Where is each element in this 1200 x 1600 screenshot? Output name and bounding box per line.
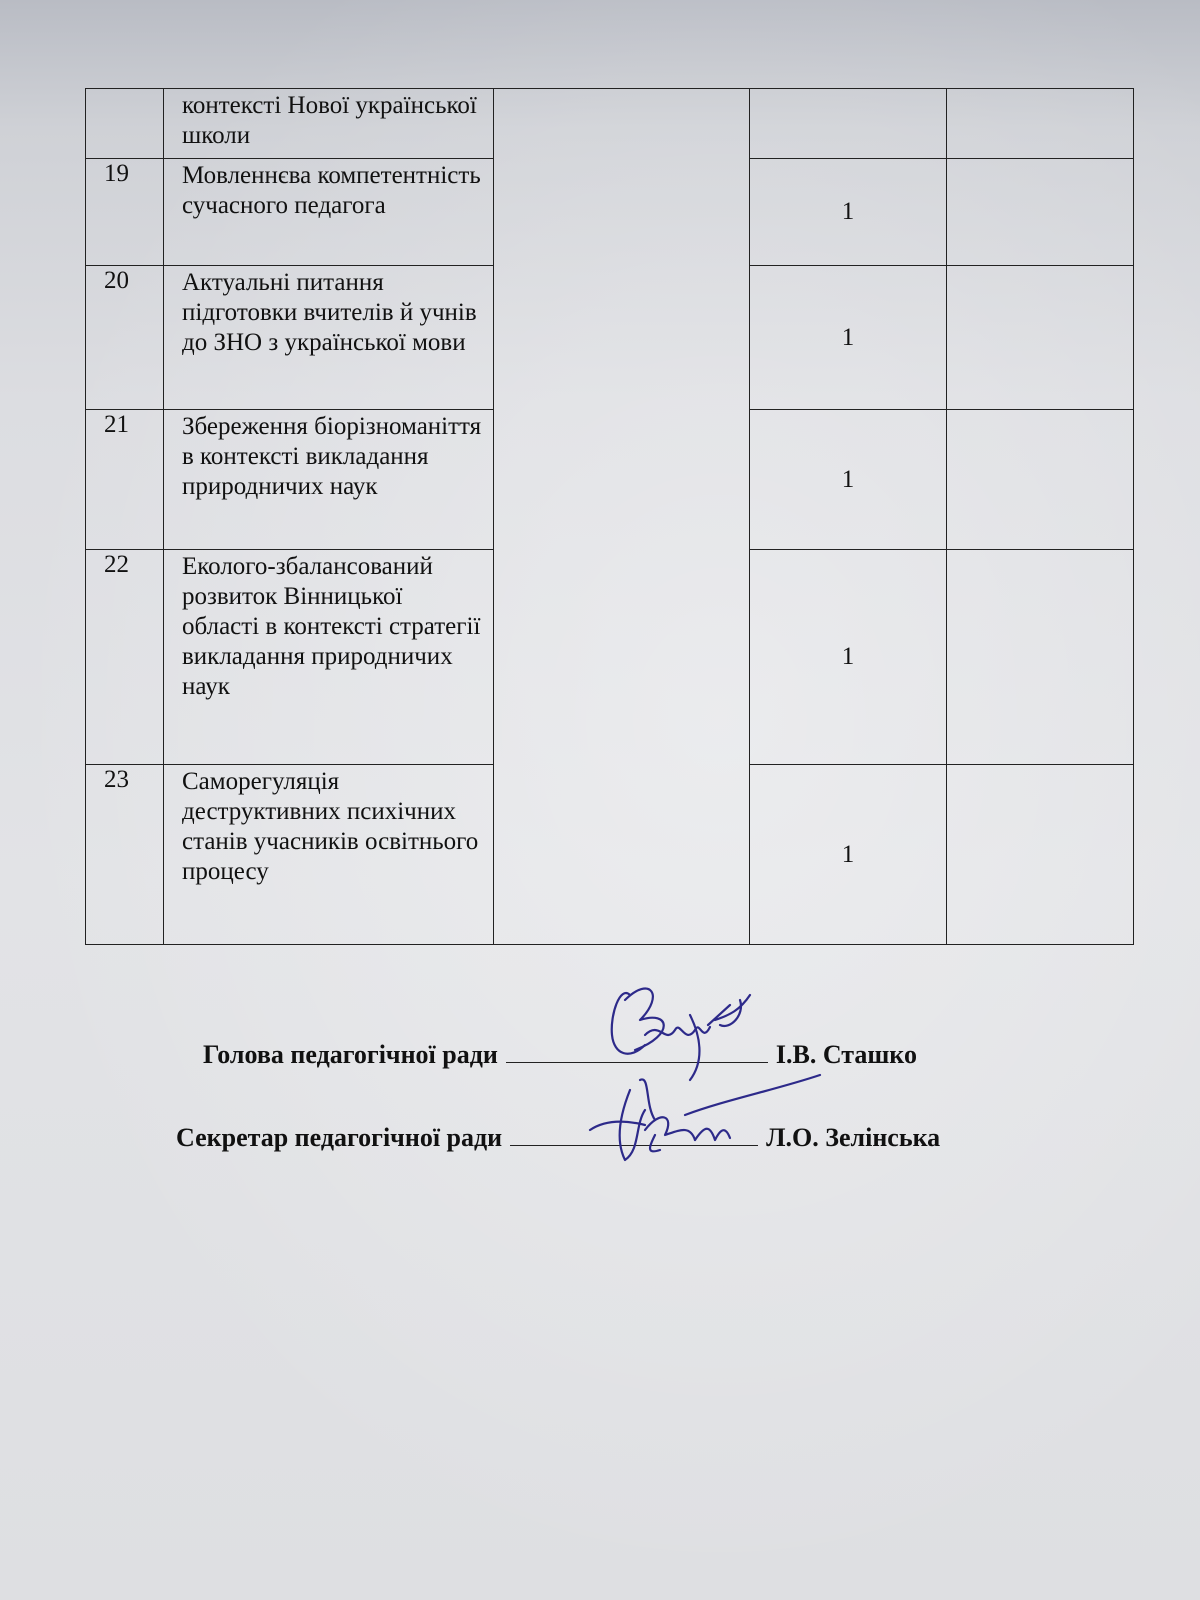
hours-cell: 1: [750, 266, 947, 410]
head-handwritten-signature: [590, 975, 770, 1085]
head-name: І.В. Сташко: [775, 1040, 917, 1069]
empty-cell: [947, 765, 1134, 945]
secretary-label: Секретар педагогічної ради: [176, 1123, 503, 1152]
empty-cell: [947, 266, 1134, 410]
row-number: 23: [86, 765, 164, 945]
secretary-signature-row: [176, 1123, 940, 1153]
row-number: 19: [86, 159, 164, 266]
hours-cell: [750, 89, 947, 159]
hours-cell: 1: [750, 550, 947, 765]
secretary-handwritten-signature: [585, 1070, 825, 1175]
merged-empty-column: [494, 89, 750, 945]
hours-cell: 1: [750, 765, 947, 945]
row-number: 22: [86, 550, 164, 765]
empty-cell: [947, 89, 1134, 159]
course-name: контексті Нової української школи: [164, 89, 494, 159]
empty-cell: [947, 550, 1134, 765]
table-row: [86, 89, 1134, 159]
row-number: [86, 89, 164, 159]
course-name: Еколого-збалансований розвиток Вінницької області в контексті стратегії викладання природничих наук: [164, 550, 494, 765]
empty-cell: [947, 159, 1134, 266]
hours-cell: 1: [750, 410, 947, 550]
course-name: Збереження біорізноманіття в контексті викладання природничих наук: [164, 410, 494, 550]
course-name: Саморегуляція деструктивних психічних станів учасників освітнього процесу: [164, 765, 494, 945]
row-number: 21: [86, 410, 164, 550]
course-name: Актуальні питання підготовки вчителів й учнів до ЗНО з української мови: [164, 266, 494, 410]
hours-cell: 1: [750, 159, 947, 266]
head-signature-row: [203, 1040, 917, 1070]
row-number: 20: [86, 266, 164, 410]
head-label: Голова педагогічної ради: [203, 1040, 498, 1069]
course-name: Мовленнєва компетентність сучасного педагога: [164, 159, 494, 266]
secretary-name: Л.О. Зелінська: [766, 1123, 941, 1152]
empty-cell: [947, 410, 1134, 550]
courses-table: [85, 88, 1134, 945]
